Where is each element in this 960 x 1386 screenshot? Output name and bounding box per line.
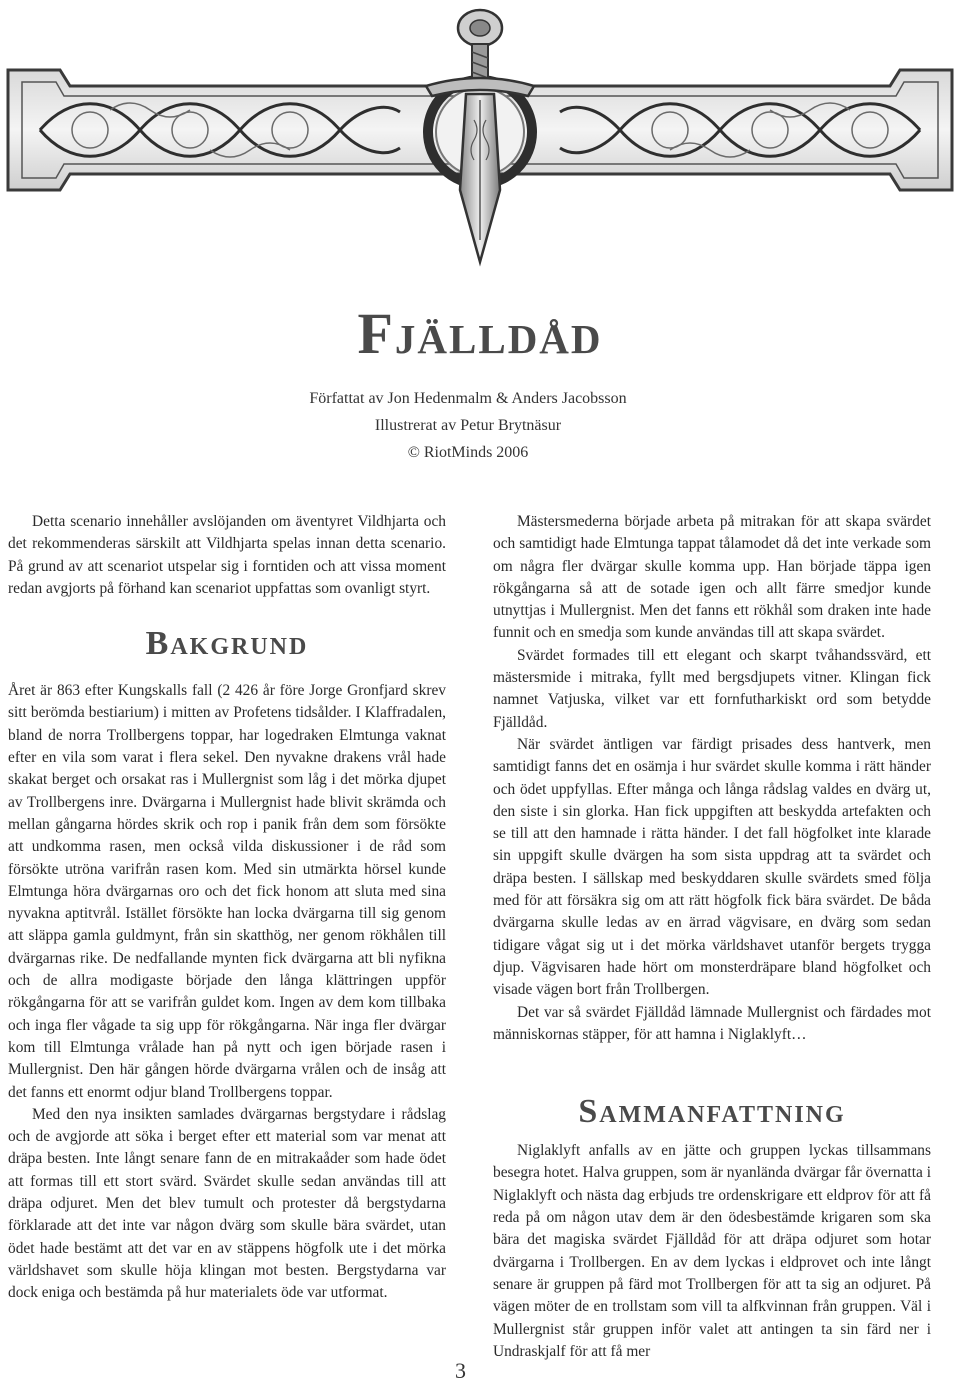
bakgrund-paragraph-4: Svärdet formades till ett elegant och skarpt tvåhandssvärd, ett mästersmide i mitraka, fyllt med bergsdjupets vitner. Klingan fick namnet Vatjuska, vilket var ett fornfutharkiskt ord som betydde Fjälldåd. [493,646,931,731]
bakgrund-paragraph-1: Året är 863 efter Kungskalls fall (2 426 år före Jorge Gronfjard skrev sitt berömda bestiarium) i mitten av Profetens tidsålder. I Klaffradalen, bland de norra Trollbergens toppar, har logedraken Elmtunga vaknat efter en vila som varat i flera sekel. Den nyvakne drakens vrål hade skakat berget och orsakat ras i Mullergnist som låg i det mörka djupet av Trollbergens inre. Dvärgarna i Mullergnist hade blivit skrämda och mellan gångarna hördes skrik och rop i panik från dem som försökte att undkomma rasen, men också vilda diskussioner i de råd som försökte utröna varifrån rasen kom. Med sin utmärkta hörsel kunde Elmtunga höra dvärgarnas oro och det fick honom att sluta med sina nyvakna aptitvrål. Istället försökte han locka dvärgarna till sig genom att släppa gamla guldmynt, från sin skatthög, ner genom rökhålen till dvärgarnas rike. De nedfallande mynten fick dvärgarna att bli nyfikna och de allra modigaste började den långa klättringen uppför rökgångarna för att se varifrån guldet kom. Ingen av dem kom tillbaka och inga fler vågade ta sig upp för rökgångarna. När inga fler dvärgar kom till Elmtunga vrålade han på nytt och igen började rasen i Mullergnist. Den här gången hörde dvärgarna vrålen och de insåg att det fanns ett enormt odjur bland Trollbergens toppar. [8,682,446,1101]
intro-paragraph: Detta scenario innehåller avslöjanden om äventyret Vildhjarta och det rekommenderas särskilt att Vildhjarta spelas innan detta scenario. På grund av att scenariot utspelar sig i forntiden och att vissa moment redan avgjorts på förhand kan scenariot uppfattas som ovanligt styrt. [8,513,446,597]
section-heading-bakgrund: Bakgrund [145,625,309,663]
right-column [493,511,931,1363]
copyright-line: © RiotMinds 2006 [407,444,529,461]
credits-block [0,385,936,466]
sammanfattning-paragraph-1: Niglaklyft anfalls av en jätte och gruppen lyckas tillsammans besegra hotet. Halva gruppen, som är nyanlända dvärgar får övernatta i Niglaklyft och nästa dag erbjuds tre ordenskrigare ett eldprov för att få reda på om någon utav dem är den ödesbestämde krigaren som ska bära det magiska svärdet Fjälldåd för att dräpa odjuret som hotar dvärgarna i Trollbergen. En av dem lyckas i eldprovet och inte långt senare är gruppen på färd mot Trollbergen för att ta sig an odjuret. På vägen möter de en trollstam som vill ta alfkvinnan från gruppen. Väl i Mullergnist står gruppen inför valet att antingen ta sin färd ner i Undraskjalf för att få mer [493,1142,931,1360]
bakgrund-paragraph-2: Med den nya insikten samlades dvärgarnas bergstydare i rådslag och de avgjorde att söka i berget efter ett material som var menat att dräpa besten. Inte långt senare fann de en mitrakaåder som hade ödet att formas till ett stort svärd. Svärdet skulle sedan användas till att dräpa odjuret. Men det blev tumult och protester då bergstydarna förklarade att det inte var någon dvärg som skulle bära svärdet, utan ödet hade bestämt att det var en av stäppens högfolk ute i det mörka världshavet som skulle höja klingan mot besten. Bergstydarna var dock eniga och bestämda på hur materialets öde var utformat. [8,1105,446,1302]
page-number: 3 [455,1358,466,1383]
left-column [8,511,446,1305]
ornamental-banner [0,0,960,270]
bakgrund-paragraph-3: Mästersmederna började arbeta på mitrakan för att skapa svärdet och samtidigt hade Elmtunga tappat tålamodet då det inte verkade som om några fler dvärgar skulle komma upp. Han började täppa igen rökgångarna så att de sotade igen och allt färre smedjor kunde utnyttjas i Mullergnist. Men det fanns ett rökhål som draken inte hade funnit och en smedja som kunde användas till att skapa svärdet. [493,513,931,642]
illustrator-line: Illustrerat av Petur Brytnäsur [374,417,562,434]
authors-line: Författat av Jon Hedenmalm & Anders Jacobsson [309,390,627,407]
bakgrund-paragraph-5: När svärdet äntligen var färdigt prisades dess hantverk, men samtidigt fanns det en osämja i hur svärdet skulle komma i rätt händer och ödet uppfyllas. Efter många och långa rådslag valdes en dvärg ut, den siste i sin glorka. Han fick uppgiften att beskydda artefakten och se till att den hamnade i rätta händer. I det fall högfolket inte klarade sin uppgift skulle dvärgen ha som sista uppdrag att ta svärdet och dräpa besten. I sällskap med beskyddaren skulle svärdets smed följa med för att försäkra sig om att rätt högfolk fick bära svärdet. De båda dvärgarna skulle ledas av en ärrad vägvisare, en dvärg som sedan tidigare vågat sig ut i det mörka världshavet utanför bergets trygga djup. Vägvisaren hade hört om monsterdräpare bland högfolket och visade vägen bort från Trollbergen. [493,735,931,999]
page-title: Fjälldåd [357,301,603,366]
section-heading-sammanfattning: Sammanfattning [578,1093,846,1131]
bakgrund-paragraph-6: Det var så svärdet Fjälldåd lämnade Mullergnist och färdades mot människornas stäpper, för att hamna i Niglaklyft… [493,1003,931,1043]
